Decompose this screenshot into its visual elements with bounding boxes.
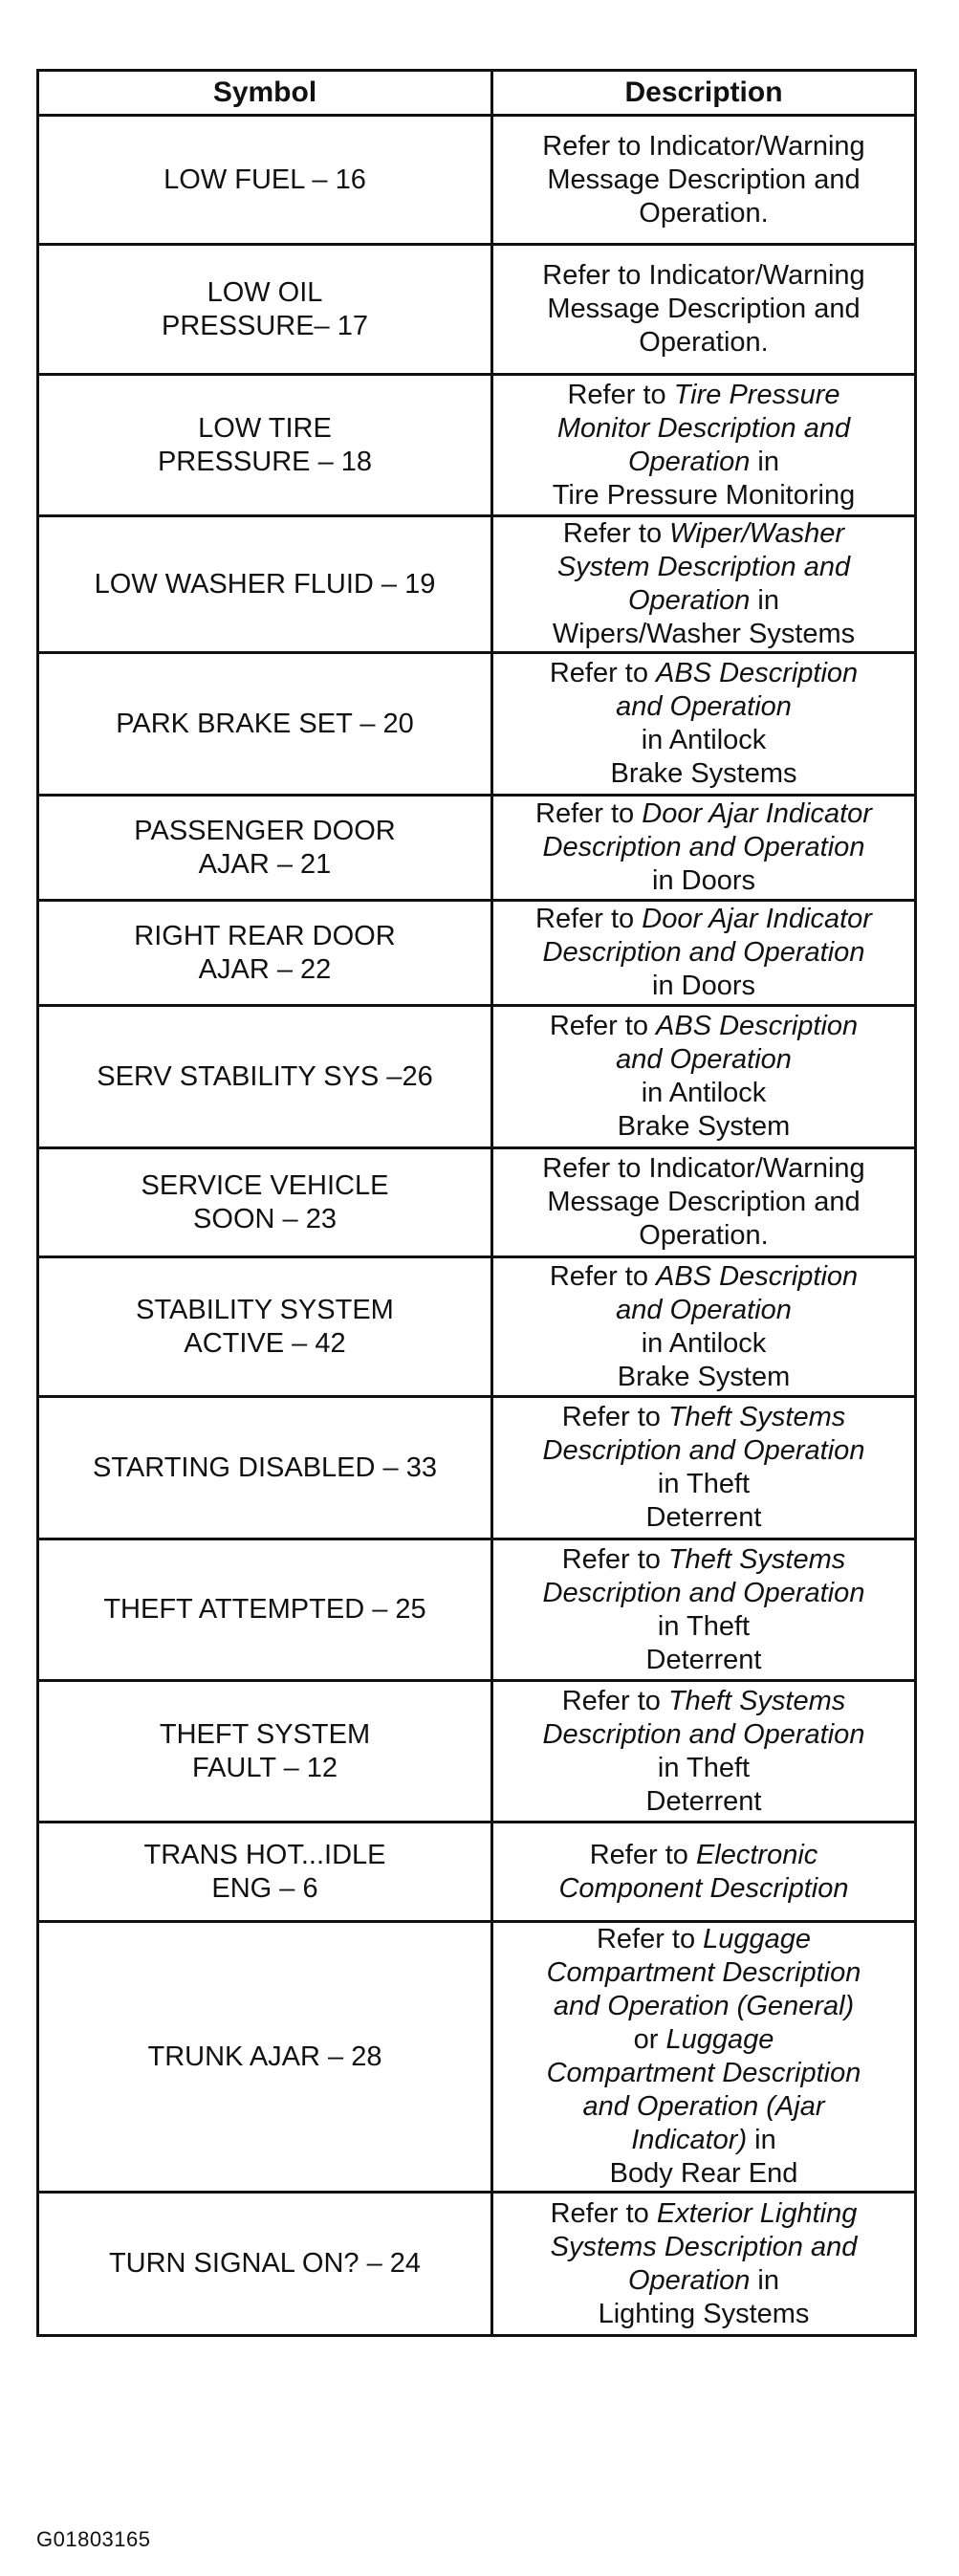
description-cell xyxy=(492,1257,916,1397)
description-cell xyxy=(492,116,916,245)
description-cell xyxy=(492,245,916,375)
symbol-cell: STARTING DISABLED – 33 xyxy=(38,1397,492,1539)
symbol-cell: THEFT ATTEMPTED – 25 xyxy=(38,1539,492,1681)
description-text: Refer to xyxy=(562,518,670,549)
symbol-cell: LOW WASHER FLUID – 19 xyxy=(38,516,492,653)
symbol-cell: TRUNK AJAR – 28 xyxy=(38,1922,492,2193)
description-cell xyxy=(492,653,916,796)
symbol-column-header: Symbol xyxy=(38,71,492,116)
description-cell xyxy=(492,1148,916,1257)
description-cell xyxy=(492,516,916,653)
symbol-cell: PARK BRAKE SET – 20 xyxy=(38,653,492,796)
symbol-cell: SERV STABILITY SYS –26 xyxy=(38,1006,492,1148)
symbol-cell: THEFT SYSTEM FAULT – 12 xyxy=(38,1681,492,1823)
description-text: Refer to Indicator/Warning Message Description and Operation. xyxy=(542,130,865,229)
description-reference-italic: ABS Description and Operation xyxy=(616,658,859,722)
description-reference-italic: ABS Description and Operation xyxy=(616,1260,859,1325)
description-text: Refer to xyxy=(589,1839,696,1870)
description-text: Refer to xyxy=(549,658,657,688)
description-cell xyxy=(492,1397,916,1539)
description-reference-italic: Door Ajar Indicator Description and Operation xyxy=(542,798,872,862)
description-reference-italic: Electronic Component Description xyxy=(558,1839,849,1904)
description-cell xyxy=(492,2193,916,2336)
description-text: Refer to xyxy=(561,1685,668,1716)
description-reference-italic: Theft Systems Description and Operation xyxy=(542,1685,865,1750)
description-text: in Body Rear End xyxy=(609,2125,798,2189)
symbol-cell: SERVICE VEHICLE SOON – 23 xyxy=(38,1148,492,1257)
description-text: Refer to xyxy=(549,1011,657,1041)
symbol-cell: LOW FUEL – 16 xyxy=(38,116,492,245)
description-text: Refer to Indicator/Warning Message Description and Operation. xyxy=(542,260,865,358)
table-row xyxy=(38,1397,916,1539)
table-row xyxy=(38,1006,916,1148)
table-row xyxy=(38,2193,916,2336)
description-cell xyxy=(492,901,916,1006)
symbol-cell: LOW TIRE PRESSURE – 18 xyxy=(38,375,492,516)
description-reference-italic: Tire Pressure Monitor Description and Operation xyxy=(556,379,851,477)
description-reference-italic: Luggage Compartment Description and Operation (Ajar Indicator) xyxy=(546,2024,861,2155)
description-reference-italic: Theft Systems Description and Operation xyxy=(542,1402,865,1466)
description-text: in Lighting Systems xyxy=(598,2264,810,2329)
symbol-cell: LOW OIL PRESSURE– 17 xyxy=(38,245,492,375)
description-text: in Theft Deterrent xyxy=(645,1469,762,1533)
table-row xyxy=(38,1539,916,1681)
symbol-cell: RIGHT REAR DOOR AJAR – 22 xyxy=(38,901,492,1006)
table-row xyxy=(38,901,916,1006)
figure-id: G01803165 xyxy=(36,2527,151,2551)
description-cell xyxy=(492,1006,916,1148)
description-reference-italic: ABS Description and Operation xyxy=(616,1011,859,1075)
description-text: Refer to Indicator/Warning Message Description and Operation. xyxy=(542,1153,865,1251)
description-text: Refer to xyxy=(550,2197,657,2229)
description-text: Refer to xyxy=(535,904,643,934)
table-row xyxy=(38,653,916,796)
description-text: in Wipers/Washer Systems xyxy=(552,585,856,649)
description-text: in Doors xyxy=(652,971,755,1001)
table-row xyxy=(38,116,916,245)
description-text: or xyxy=(633,2024,659,2055)
table-row xyxy=(38,1922,916,2193)
description-text: in Antilock Brake Systems xyxy=(610,725,797,789)
description-text: in Theft Deterrent xyxy=(645,1752,762,1817)
description-reference-italic: Wiper/Washer System Description and Operation xyxy=(556,518,851,616)
description-reference-italic: Luggage Compartment Description and Operation (General) xyxy=(546,1924,861,2021)
description-reference-italic: Door Ajar Indicator Description and Operation xyxy=(542,904,872,968)
table-row xyxy=(38,1823,916,1922)
table-row xyxy=(38,516,916,653)
description-text: in Doors xyxy=(652,865,755,896)
description-text: Refer to xyxy=(561,1543,668,1575)
table-row xyxy=(38,245,916,375)
description-text: in Tire Pressure Monitoring xyxy=(552,446,856,511)
description-text: in Theft Deterrent xyxy=(645,1610,762,1675)
table-row xyxy=(38,375,916,516)
description-text: in Antilock Brake System xyxy=(617,1327,791,1392)
description-reference-italic: Theft Systems Description and Operation xyxy=(542,1543,865,1608)
description-reference-italic: Exterior Lighting Systems Description and Operation xyxy=(550,2197,858,2296)
description-cell xyxy=(492,1823,916,1922)
symbol-cell: PASSENGER DOOR AJAR – 21 xyxy=(38,796,492,901)
description-text: Refer to xyxy=(549,1260,657,1292)
description-text: Refer to xyxy=(567,379,674,410)
table-row xyxy=(38,1257,916,1397)
description-cell xyxy=(492,1922,916,2193)
description-cell xyxy=(492,1539,916,1681)
table-row xyxy=(38,796,916,901)
description-text: Refer to xyxy=(596,1924,704,1954)
table-body xyxy=(38,116,916,2336)
symbol-description-table xyxy=(36,69,917,2337)
description-column-header: Description xyxy=(492,71,916,116)
symbol-cell: TRANS HOT...IDLE ENG – 6 xyxy=(38,1823,492,1922)
table-row xyxy=(38,1681,916,1823)
symbol-cell: TURN SIGNAL ON? – 24 xyxy=(38,2193,492,2336)
description-text: in Antilock Brake System xyxy=(617,1078,791,1142)
description-cell xyxy=(492,796,916,901)
description-text: Refer to xyxy=(561,1402,668,1432)
symbol-table-container xyxy=(36,69,914,2337)
table-header-row xyxy=(38,71,916,116)
description-text: Refer to xyxy=(535,798,643,829)
symbol-cell: STABILITY SYSTEM ACTIVE – 42 xyxy=(38,1257,492,1397)
description-cell xyxy=(492,375,916,516)
description-cell xyxy=(492,1681,916,1823)
table-row xyxy=(38,1148,916,1257)
